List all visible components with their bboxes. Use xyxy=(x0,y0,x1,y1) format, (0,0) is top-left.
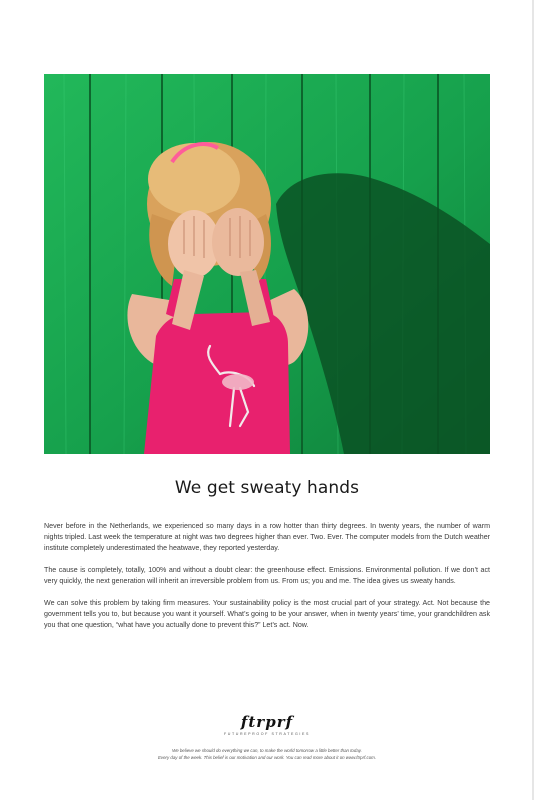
logo-wordmark: ftrprf xyxy=(240,713,294,731)
child-covering-face-illustration xyxy=(44,74,490,454)
headline: We get sweaty hands xyxy=(174,478,360,498)
body-copy xyxy=(44,521,490,642)
logo-tagline: FUTUREPROOF STRATEGIES xyxy=(223,732,311,736)
footer-note xyxy=(0,747,534,761)
hero-photo xyxy=(44,74,490,454)
brand-logo xyxy=(0,713,534,736)
footer-line-1: We believe we should do everything we can, to make the world tomorrow a little better than today. xyxy=(172,748,362,753)
paragraph-3: We can solve this problem by taking firm measures. Your sustainability policy is the most crucial part of your strategy. Act. Not because the government tells you to, but because you want it yourself. What’s going to be your answer, when in twenty years’ time, your grandchildren ask you that one question, “what have you actually done to prevent this?” Let’s act. Now. xyxy=(44,599,490,629)
paragraph-2: The cause is completely, totally, 100% and without a doubt clear: the greenhouse effect. Emissions. Environmental pollution. If we don’t act very quickly, the next generation will inherit an irreversible problem from us. From us; you and me. The idea gives us sweaty hands. xyxy=(44,566,490,585)
footer-line-2: Every day of the week. This belief is our motivation and our work. You can read more about it on www.ftrprf.com. xyxy=(157,755,377,760)
paragraph-1: Never before in the Netherlands, we experienced so many days in a row hotter than thirty degrees. In twenty years, the number of warm nights tripled. Last week the temperature at night was two degrees higher than ever. Two. Ever. The computer models from the Dutch weather institute completely underestimated the heatwave, they reported yesterday. xyxy=(44,522,490,552)
